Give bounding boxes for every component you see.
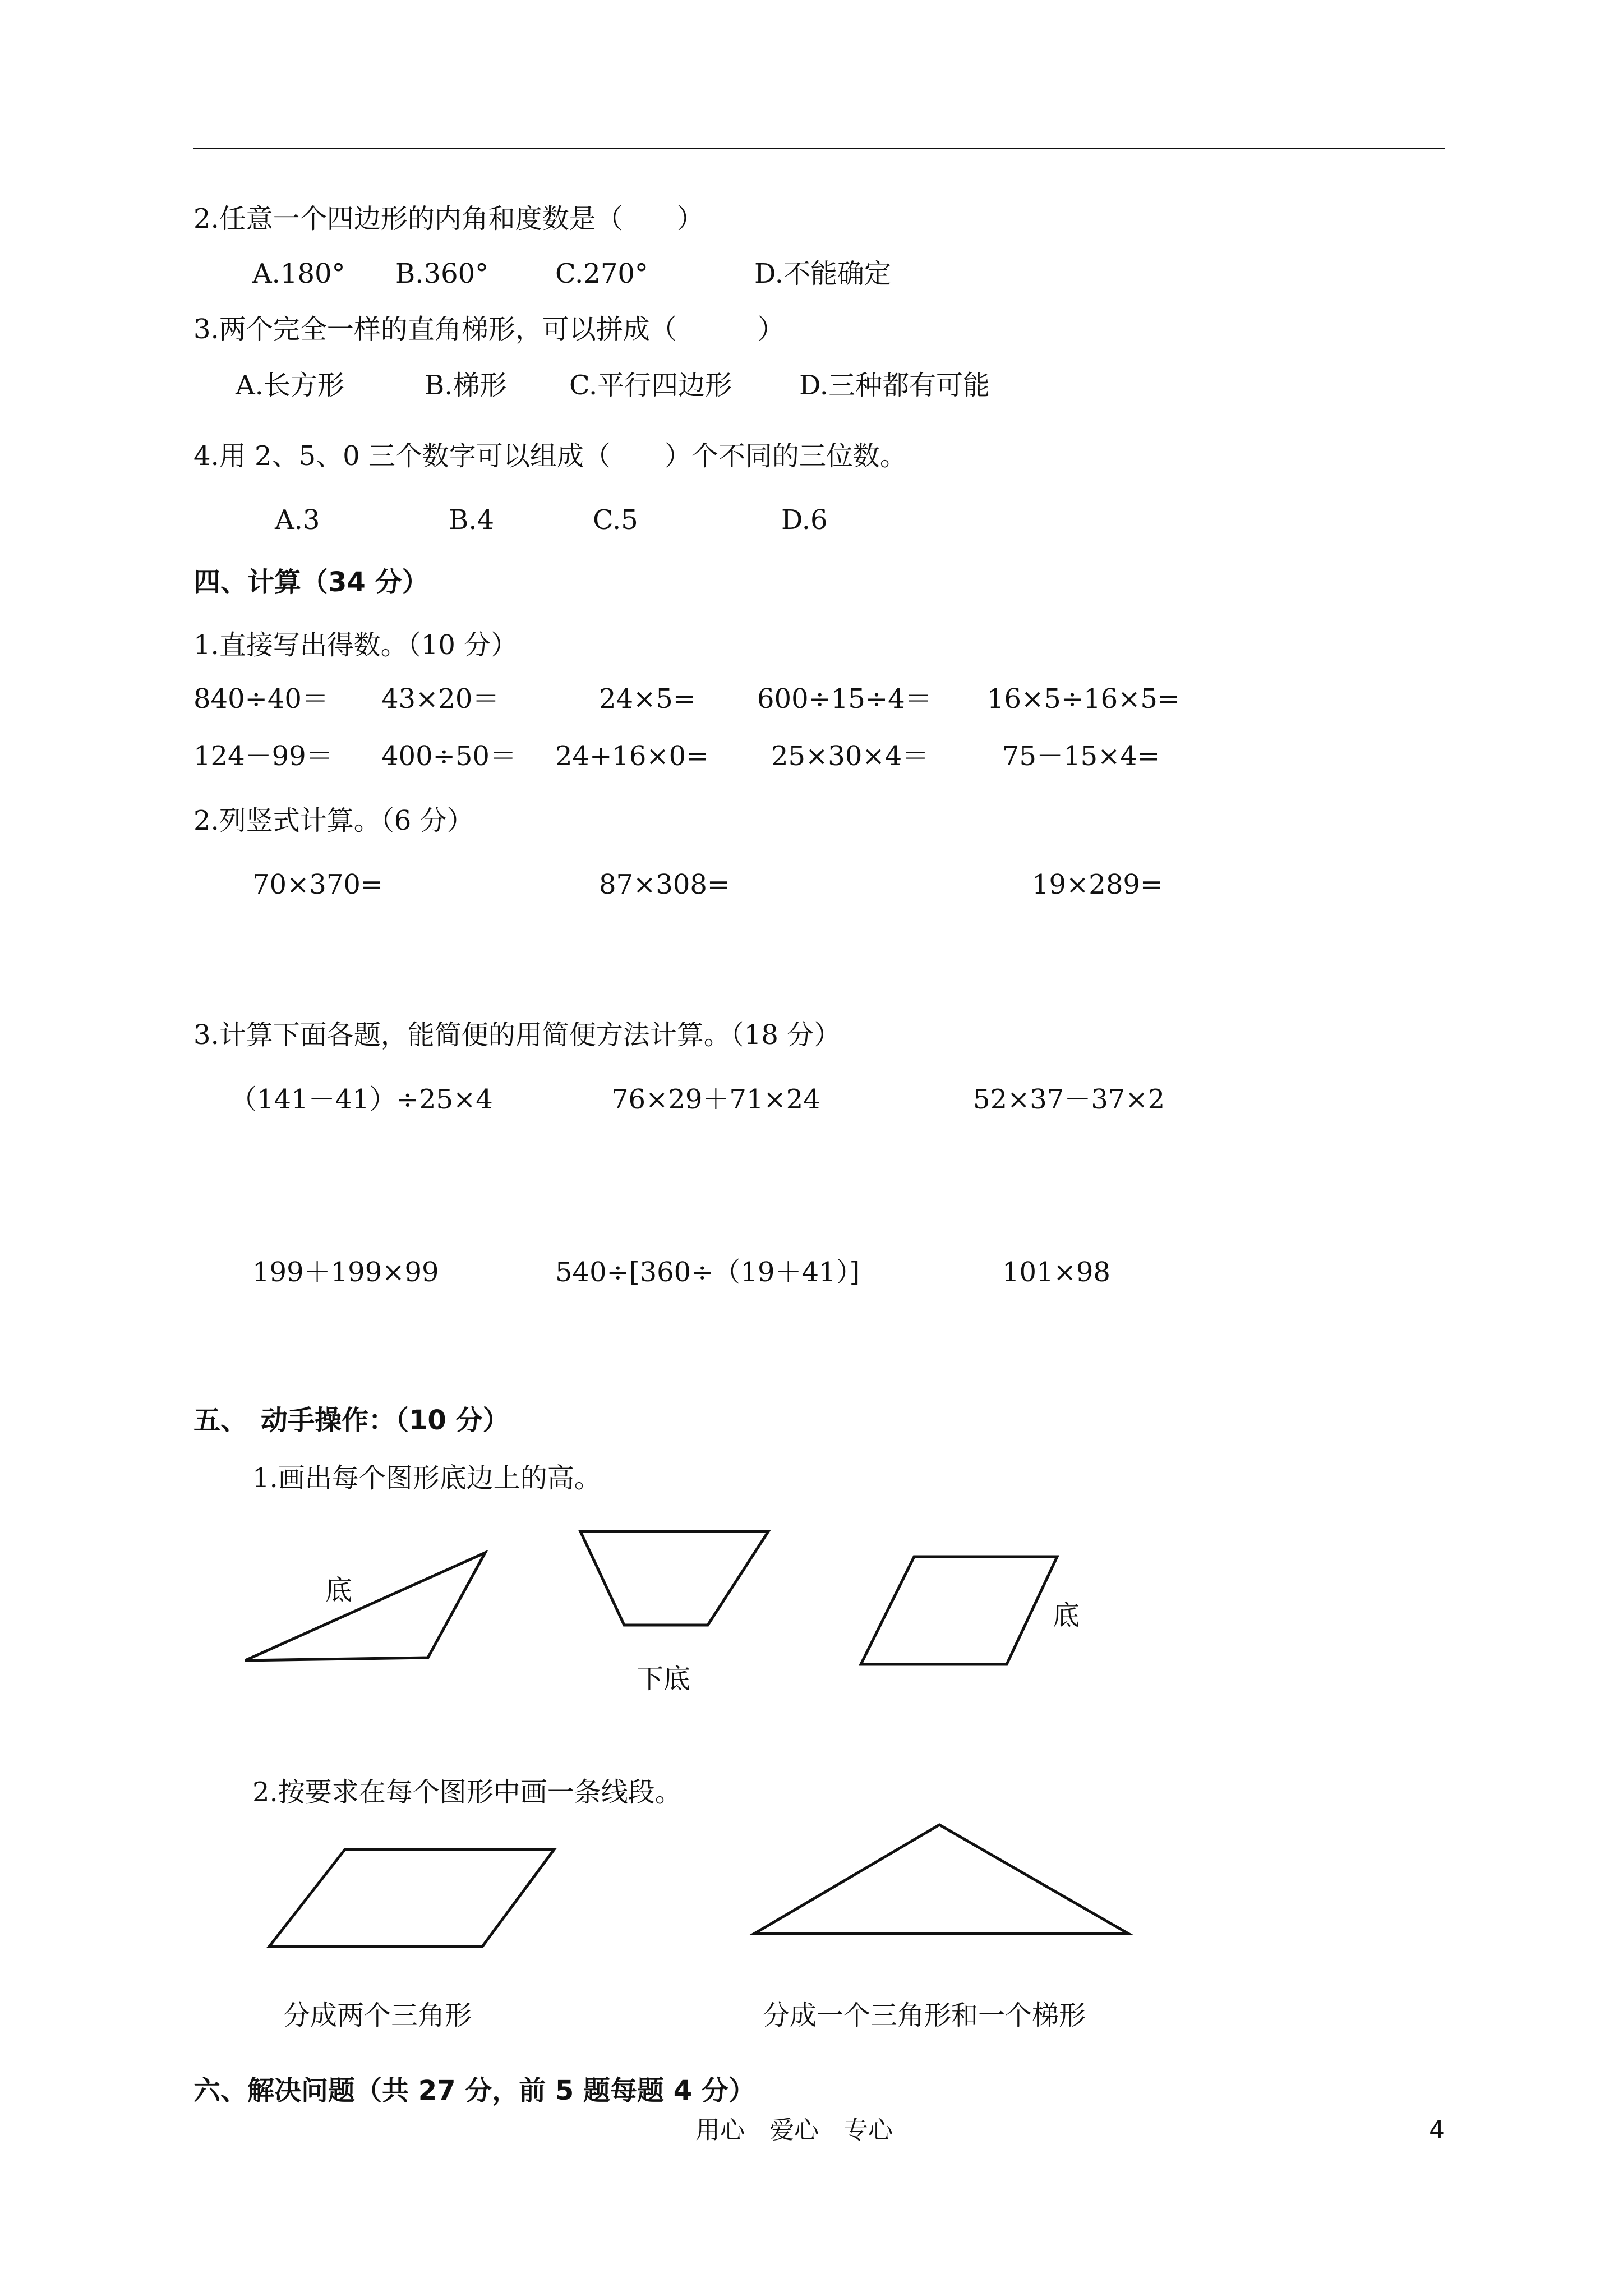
section-5-part-1-title: 1.画出每个图形底边上的高。 bbox=[252, 1462, 601, 1494]
split-parallelogram-label: 分成两个三角形 bbox=[283, 2000, 472, 2031]
oral-calc-item: 24×5= bbox=[599, 683, 696, 715]
simplify-calc-item: （141－41）÷25×4 bbox=[230, 1084, 493, 1115]
simplify-calc-item: 101×98 bbox=[1002, 1257, 1110, 1288]
page-number: 4 bbox=[1429, 2116, 1445, 2145]
simplify-calc-item: 540÷[360÷（19＋41）] bbox=[555, 1257, 860, 1288]
q2-option-b: B.360° bbox=[395, 258, 489, 289]
q4-option-c: C.5 bbox=[593, 504, 638, 536]
section-5-title: 五、 动手操作：（10 分） bbox=[193, 1405, 510, 1436]
vertical-calc-item: 70×370= bbox=[252, 869, 384, 900]
q3-option-a: A.长方形 bbox=[236, 370, 344, 401]
section-6-title: 六、解决问题（共 27 分，前 5 题每题 4 分） bbox=[193, 2075, 755, 2106]
simplify-calc-item: 76×29＋71×24 bbox=[611, 1084, 820, 1115]
q3-option-b: B.梯形 bbox=[425, 370, 507, 401]
trapezoid-lower-base-label: 下底 bbox=[637, 1663, 691, 1695]
obtuse-triangle-figure bbox=[245, 1553, 485, 1660]
q3-option-c: C.平行四边形 bbox=[569, 370, 732, 401]
oral-calc-item: 25×30×4＝ bbox=[771, 740, 929, 772]
question-2-stem: 2.任意一个四边形的内角和度数是（ ） bbox=[193, 203, 704, 234]
oral-calc-item: 24+16×0= bbox=[555, 740, 709, 772]
q2-option-d: D.不能确定 bbox=[754, 258, 892, 289]
section-5-part-2-title: 2.按要求在每个图形中画一条线段。 bbox=[252, 1777, 682, 1808]
q4-option-d: D.6 bbox=[781, 504, 828, 536]
oral-calc-item: 43×20＝ bbox=[381, 683, 500, 715]
section-4-part-1-title: 1.直接写出得数。（10 分） bbox=[193, 629, 518, 661]
oral-calc-item: 400÷50＝ bbox=[381, 740, 517, 772]
question-3-stem: 3.两个完全一样的直角梯形，可以拼成（ ） bbox=[193, 314, 785, 345]
question-4-stem: 4.用 2、5、0 三个数字可以组成（ ）个不同的三位数。 bbox=[193, 440, 907, 472]
q4-option-b: B.4 bbox=[449, 504, 495, 536]
section-4-title: 四、计算（34 分） bbox=[193, 567, 429, 598]
q2-option-c: C.270° bbox=[555, 258, 648, 289]
vertical-calc-item: 19×289= bbox=[1032, 869, 1163, 900]
oral-calc-item: 75－15×4= bbox=[1002, 740, 1160, 772]
parallelogram-figure-1 bbox=[861, 1557, 1057, 1664]
q2-option-a: A.180° bbox=[252, 258, 345, 289]
oral-calc-item: 600÷15÷4＝ bbox=[757, 683, 932, 715]
triangle-base-label: 底 bbox=[325, 1575, 353, 1606]
oral-calc-item: 124－99＝ bbox=[193, 740, 333, 772]
split-triangle-label: 分成一个三角形和一个梯形 bbox=[763, 2000, 1086, 2031]
simplify-calc-item: 199＋199×99 bbox=[252, 1257, 439, 1288]
oral-calc-item: 840÷40＝ bbox=[193, 683, 329, 715]
parallelogram-figure-2 bbox=[269, 1849, 554, 1947]
section-4-part-3-title: 3.计算下面各题，能简便的用简便方法计算。（18 分） bbox=[193, 1019, 841, 1051]
trapezoid-figure bbox=[580, 1531, 768, 1625]
parallelogram-base-label: 底 bbox=[1053, 1600, 1080, 1631]
section-4-part-2-title: 2.列竖式计算。（6 分） bbox=[193, 805, 474, 836]
oral-calc-item: 16×5÷16×5= bbox=[987, 683, 1181, 715]
simplify-calc-item: 52×37－37×2 bbox=[973, 1084, 1165, 1115]
vertical-calc-item: 87×308= bbox=[599, 869, 730, 900]
q3-option-d: D.三种都有可能 bbox=[799, 370, 990, 401]
footer-motto: 用心 爱心 专心 bbox=[695, 2116, 893, 2145]
q4-option-a: A.3 bbox=[275, 504, 320, 536]
triangle-figure bbox=[754, 1825, 1128, 1934]
